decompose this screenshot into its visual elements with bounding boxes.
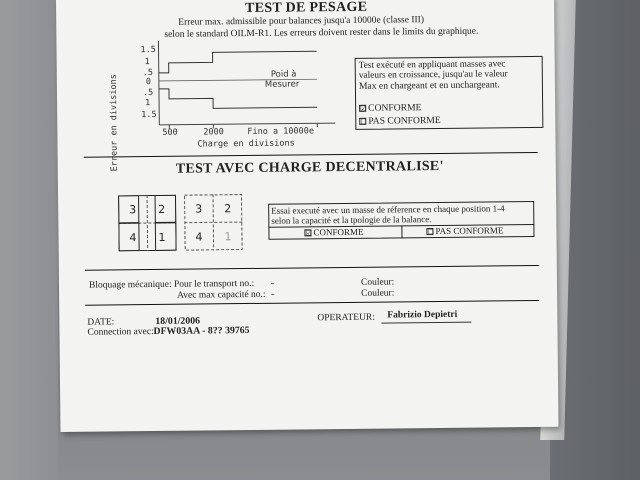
bloquage-max-label: Avec max capacité no.:	[177, 289, 266, 301]
position-label: 2	[158, 202, 166, 216]
pesage-line2: selon le standard OILM-R1. Les erreurs doivent rester dans le limits du graphique.	[164, 26, 479, 40]
position-label: 1	[158, 230, 166, 244]
conforme-label: CONFORME	[313, 226, 364, 238]
decentralise-pas-conforme-option[interactable]	[426, 225, 503, 236]
conforme-checkbox[interactable]: ☑	[305, 229, 312, 238]
bloquage-transport-label: Bloquage mécanique: Pour le transport no.:	[88, 278, 255, 291]
conforme-checkbox[interactable]: ☑	[360, 105, 367, 114]
pesage-pas-conforme-option[interactable]	[359, 115, 441, 127]
position-label: 4	[195, 229, 203, 244]
conforme-label: CONFORME	[368, 102, 422, 114]
desk-background-left	[0, 0, 58, 480]
pesage-box-text2: valeurs en croissance, jusqu'au le valeur	[358, 69, 508, 81]
pas-conforme-label: PAS CONFORME	[435, 225, 504, 237]
operateur-label: OPERATEUR:	[317, 312, 375, 324]
pas-conforme-checkbox[interactable]: ☐	[360, 118, 367, 127]
graph-y-tick: 1	[144, 57, 150, 68]
pas-conforme-label: PAS CONFORME	[368, 114, 441, 127]
graph-x-tick: Fino a 10000e	[247, 126, 314, 138]
pesage-conforme-option[interactable]	[359, 102, 421, 114]
box-divider-vertical	[401, 225, 402, 238]
graph-y-tick: .5	[142, 87, 154, 99]
position-label: 2	[224, 201, 232, 215]
position-label: 4	[129, 230, 137, 244]
pas-conforme-checkbox[interactable]: ☐	[427, 228, 434, 237]
position-label: 1	[224, 229, 232, 243]
decentralise-desc1: Essai executé avec un masse de réference en chaque position 1-4	[271, 203, 505, 216]
graph-annotation-2: Mesurer	[264, 79, 300, 90]
graph-y-label: Erreur en divisions	[108, 74, 120, 172]
couleur-label-1: Couleur:	[360, 277, 395, 288]
pesage-title: TEST DE PESAGE	[245, 0, 368, 17]
connection-label: Connection avec:	[87, 326, 154, 338]
bloquage-transport-value: -	[270, 278, 275, 289]
decentralise-title: TEST AVEC CHARGE DECENTRALISE'	[175, 158, 444, 177]
operateur-value: Fabrizio Depietri	[387, 309, 458, 321]
position-label: 3	[195, 201, 203, 216]
graph-y-tick: 1.5	[140, 44, 156, 56]
section-divider	[84, 152, 538, 158]
certificate-sheet	[56, 0, 558, 432]
graph-x-tick: 500	[162, 127, 178, 138]
graph-y-tick: 1	[145, 98, 151, 109]
pesage-box-text1: Test exécuté en appliquant masses avec	[358, 59, 506, 71]
position-diagram-1	[118, 195, 177, 252]
pesage-box-text3: Max en chargeant et en unchargeant.	[358, 79, 500, 92]
bloquage-max-value: -	[271, 289, 275, 300]
section-divider	[85, 265, 539, 271]
date-value: 18/01/2006	[155, 315, 201, 327]
error-limits-graph	[156, 39, 337, 131]
graph-y-tick: 0	[145, 77, 152, 88]
operateur-underline	[381, 322, 471, 324]
connection-value: DFW03AA - 8?? 39765	[153, 324, 250, 337]
date-label: DATE:	[87, 317, 115, 328]
position-diagram-2	[184, 194, 243, 251]
graph-annotation-1: Poid à	[270, 69, 297, 80]
decentralise-conforme-option[interactable]	[304, 227, 363, 238]
couleur-label-2: Couleur:	[361, 288, 395, 299]
graph-y-tick: .5	[142, 67, 154, 79]
graph-y-tick: 1.5	[141, 109, 157, 121]
graph-x-tick: 2000	[203, 127, 224, 138]
graph-x-label: Charge en divisions	[197, 138, 295, 150]
section-divider	[85, 300, 539, 306]
pesage-line1: Erreur max. admissible pour balances jusqu'a 10000e (classe III)	[178, 15, 425, 28]
position-label: 3	[129, 202, 137, 216]
decentralise-desc2: selon la capacité et la tpologie de la balance.	[271, 214, 432, 226]
